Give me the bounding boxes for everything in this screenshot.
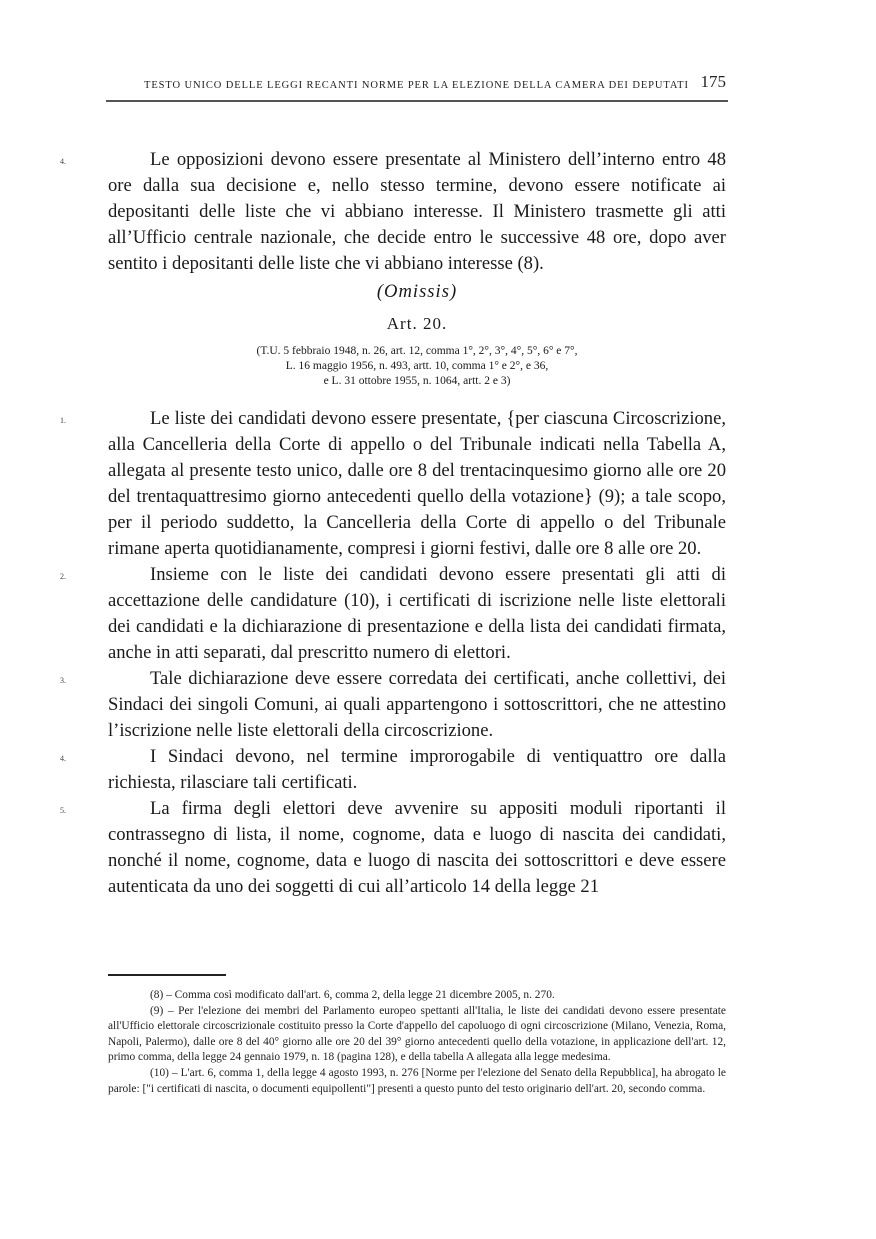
paragraph-text: I Sindaci devono, nel termine improrogabile di ventiquattro ore dalla richiesta, rilasciare tali certificati.	[108, 746, 726, 793]
continuation-paragraph	[60, 147, 726, 277]
paragraph-text: Le opposizioni devono essere presentate al Ministero dell’interno entro 48 ore dalla sua decisione e, nello stesso termine, devono essere notificate ai depositanti delle liste che vi abbiano interesse. Il Ministero trasmette gli atti all’Ufficio centrale nazionale, che decide entro le successive 48 ore, dopo aver sentito i depositanti delle liste che vi abbiano interesse (8).	[108, 149, 726, 274]
article-references	[108, 344, 726, 389]
running-title: TESTO UNICO DELLE LEGGI RECANTI NORME PER LA ELEZIONE DELLA CAMERA DEI DEPUTATI	[144, 80, 689, 91]
article-paragraph-3	[60, 666, 726, 744]
paragraph-marker: 4.	[60, 754, 66, 763]
article-paragraph-5	[60, 796, 726, 900]
paragraph-marker: 2.	[60, 572, 66, 581]
footnote-separator	[108, 974, 226, 976]
header-rule	[106, 100, 728, 102]
footnote-10: (10) – L'art. 6, comma 1, della legge 4 agosto 1993, n. 276 [Norme per l'elezione del Senato della Repubblica], ha abrogato le parole: ["i certificati di nascita, o documenti equipollenti"] presenti a questo punto del testo originario dell'art. 20, secondo comma.	[108, 1066, 726, 1095]
reference-line: L. 16 maggio 1956, n. 493, artt. 10, comma 1° e 2°, e 36,	[285, 360, 549, 372]
paragraph-text: Le liste dei candidati devono essere presentate, {per ciascuna Circoscrizione, alla Cancelleria della Corte di appello o del Tribunale indicati nella Tabella A, allegata al presente testo unico, dalle ore 8 del trentacinquesimo giorno alle ore 20 del trentaquattresimo giorno antecedenti quello della votazione} (9); a tale scopo, per il periodo suddetto, la Cancelleria della Corte di appello o del Tribunale rimane aperta quotidianamente, compresi i giorni festivi, dalle ore 8 alle ore 20.	[108, 408, 726, 559]
footnotes	[108, 988, 726, 1097]
omissis-label: (Omissis)	[376, 281, 458, 302]
footnote-9: (9) – Per l'elezione dei membri del Parlamento europeo spettanti all'Italia, le liste dei candidati devono essere presentate all'Ufficio elettorale circoscrizionale costituito presso la Corte d'appello del capoluogo di ogni circoscrizione (Milano, Venezia, Roma, Napoli, Palermo), dalle ore 8 del 40° giorno alle ore 20 del 39° giorno antecedenti quello della votazione, in applicazione dell'art. 12, primo comma, della legge 24 gennaio 1979, n. 18 (pagina 128), e della tabella A allegata alla legge medesima.	[108, 1004, 726, 1064]
article-paragraph-2	[60, 562, 726, 666]
paragraph-text: La firma degli elettori deve avvenire su appositi moduli riportanti il contrassegno di lista, il nome, cognome, data e luogo di nascita dei candidati, nonché il nome, cognome, data e luogo di nascita dei sottoscrittori e deve essere autenticata da uno dei soggetti di cui all’articolo 14 della legge 21	[108, 798, 726, 897]
footnote-8: (8) – Comma così modificato dall'art. 6, comma 2, della legge 21 dicembre 2005, n. 270.	[150, 989, 555, 1001]
paragraph-text: Tale dichiarazione deve essere corredata dei certificati, anche collettivi, dei Sindaci dei singoli Comuni, ai quali appartengono i sottoscrittori, che ne attestino l’iscrizione nelle liste elettorali della circoscrizione.	[108, 668, 726, 741]
article-paragraph-1	[60, 406, 726, 562]
page-number: 175	[700, 72, 726, 91]
reference-line: e L. 31 ottobre 1955, n. 1064, artt. 2 e 3)	[323, 375, 511, 387]
article-paragraph-4	[60, 744, 726, 796]
main-text	[60, 147, 726, 900]
article-title: Art. 20.	[386, 314, 448, 333]
paragraph-text: Insieme con le liste dei candidati devono essere presentati gli atti di accettazione delle candidature (10), i certificati di iscrizione nelle liste elettorali dei candidati e la dichiarazione di presentazione e della lista dei candidati firmata, anche in atti separati, dal prescritto numero di elettori.	[108, 564, 726, 663]
paragraph-marker: 5.	[60, 806, 66, 815]
running-head	[106, 70, 726, 110]
paragraph-marker: 4.	[60, 157, 66, 166]
paragraph-marker: 3.	[60, 676, 66, 685]
paragraph-marker: 1.	[60, 416, 66, 425]
reference-line: (T.U. 5 febbraio 1948, n. 26, art. 12, comma 1°, 2°, 3°, 4°, 5°, 6° e 7°,	[256, 345, 578, 357]
